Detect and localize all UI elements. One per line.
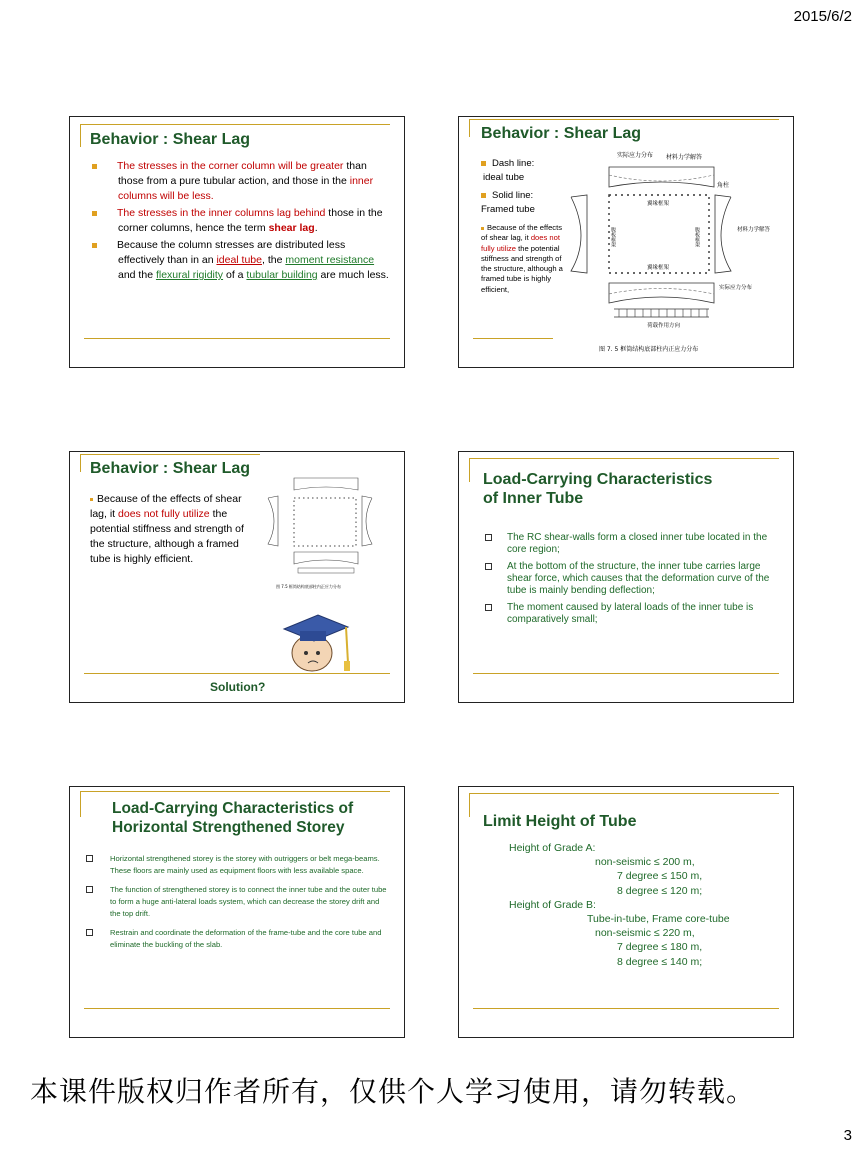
fig-label: 实际应力分布 bbox=[617, 152, 654, 159]
shear-lag-figure-small bbox=[266, 468, 396, 598]
slide-2 bbox=[458, 116, 794, 368]
solution-label: Solution? bbox=[210, 680, 266, 694]
fig-label: 腹板框架 bbox=[610, 227, 616, 247]
list-item: Restrain and coordinate the deformation of the frame-tube and the core tube and eliminate the buckling of the slab. bbox=[86, 927, 388, 951]
shear-lag-figure bbox=[569, 147, 789, 367]
slide-6-body: Height of Grade A: non-seismic ≤ 200 m, 7 degree ≤ 150 m, 8 degree ≤ 120 m; Height of Grade B: Tube-in-tube, Frame core-tube non-seismic ≤ 220 m, 7 degree ≤ 180 m, 8 degree ≤ 140 m; bbox=[509, 842, 730, 968]
page-number: 3 bbox=[843, 1127, 852, 1144]
slide-3-text: Because of the effects of shear lag, it does not fully utilize the potential stiffness and strength of the structure, although a framed tube is highly efficient. bbox=[90, 493, 244, 565]
list-item: At the bottom of the structure, the inner tube carries large shear force, which causes that the deformation curve of the tube is mainly bending deflection; bbox=[485, 561, 779, 597]
slide-title: Behavior : Shear Lag bbox=[90, 131, 251, 148]
list-item: The moment caused by lateral loads of the inner tube is comparatively small; bbox=[485, 602, 779, 626]
fig-label: 腹板框架 bbox=[694, 227, 700, 247]
slide-5 bbox=[69, 786, 405, 1038]
fig-caption: 图 7.5 框筒结构底部柱内正应力分布 bbox=[276, 584, 341, 589]
slide-5-list bbox=[86, 853, 388, 951]
slide-title: Behavior : Shear Lag bbox=[90, 460, 251, 477]
fig-caption: 图 7. 5 框筒结构底部柱内正应力分布 bbox=[599, 346, 699, 353]
slide-title: Limit Height of Tube bbox=[483, 813, 637, 830]
date-header: 2015/6/2 bbox=[793, 8, 852, 25]
slide-1 bbox=[69, 116, 405, 368]
slide-3 bbox=[69, 451, 405, 703]
fig-label: 实际应力分布 bbox=[719, 285, 753, 291]
slide-title: Behavior : Shear Lag bbox=[481, 125, 642, 142]
slide-4 bbox=[458, 451, 794, 703]
list-item: The RC shear-walls form a closed inner tube located in the core region; bbox=[485, 532, 779, 556]
slide-4-list bbox=[485, 532, 779, 626]
note: Because of the effects of shear lag, it does not fully utilize the potential stiffness and strength of the structure, although a framed tube is highly efficient, bbox=[481, 223, 563, 294]
fig-label: 材料力学解答 bbox=[666, 154, 703, 161]
copyright-notice: 本课件版权归作者所有，仅供个人学习使用，请勿转载。 bbox=[30, 1075, 756, 1108]
list-item: Horizontal strengthened storey is the storey with outriggers or belt mega-beams. These floors are mainly used as equipment floors with less available space. bbox=[86, 853, 388, 877]
legend: Dash line: ideal tube Solid line: Framed tube bbox=[481, 158, 535, 215]
slide-title: Load-Carrying Characteristics of Horizontal Strengthened Storey bbox=[112, 800, 354, 836]
fig-label: 翼缘框架 bbox=[647, 201, 670, 207]
fig-label: 角柱 bbox=[717, 182, 730, 189]
slide-6 bbox=[458, 786, 794, 1038]
slide-1-body: The stresses in the corner column will be greater than those from a pure tubular action, and those in the inner columns will be less. The stresses in the inner columns lag behind those in the corner columns, hence the term shear lag. Because the column stresses are distributed less effectively than in an ideal tube, the moment resistance and the flexural rigidity of a tubular building are much less. bbox=[92, 159, 394, 283]
slide-title: Load-Carrying Characteristics of Inner Tube bbox=[483, 471, 713, 507]
fig-label: 翼缘框架 bbox=[647, 265, 670, 271]
list-item: The function of strengthened storey is to connect the inner tube and the outer tube to form a huge anti-lateral loads system, which can decrease the storey drift and the top drift. bbox=[86, 884, 388, 920]
graduate-cartoon-icon bbox=[282, 607, 356, 677]
fig-label: 荷载作用方向 bbox=[647, 323, 681, 329]
fig-label: 材料力学解答 bbox=[737, 227, 771, 233]
